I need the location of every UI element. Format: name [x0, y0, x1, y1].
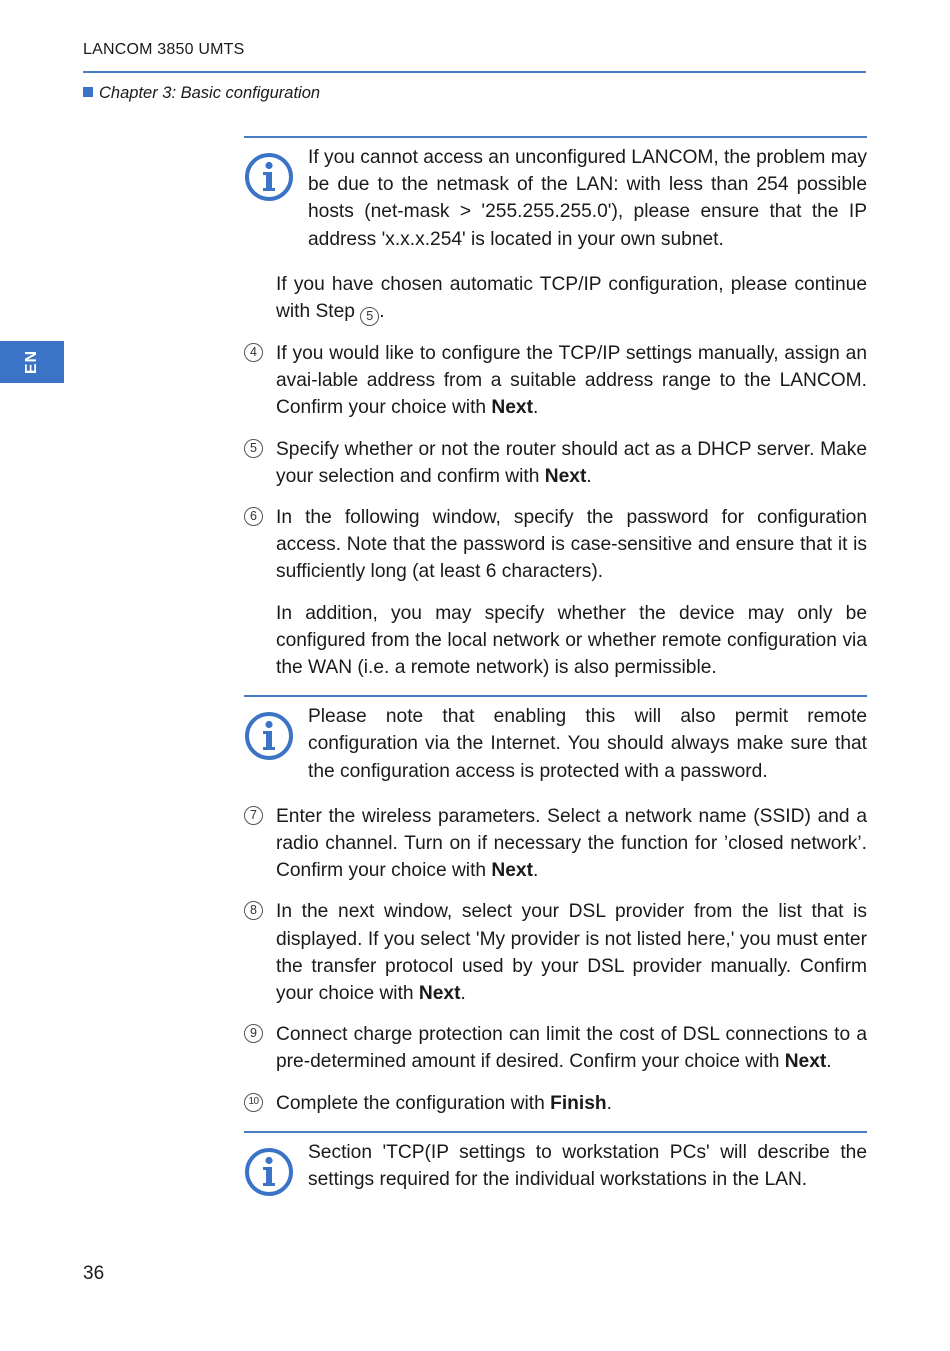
info-note-text: Please note that enabling this will also permit remote configuration via the Internet. You should always make sure that the configuration access is protected with a password.	[308, 706, 867, 782]
page-content	[244, 136, 867, 1211]
info-note	[244, 1131, 867, 1193]
step-end: .	[533, 397, 539, 419]
step-text: In the following window, specify the password for configuration access. Note that the password is case-sensitive and ensure that it is sufficiently long (at least 6 characters).	[276, 507, 867, 583]
step-item	[244, 1021, 867, 1075]
intro-end: .	[379, 301, 385, 323]
chapter-title: Chapter 3: Basic configuration	[99, 84, 321, 102]
step-text: Complete the configuration with	[276, 1092, 551, 1114]
step-number: 7	[244, 806, 263, 825]
step-text: Enter the wireless parameters. Select a network name (SSID) and a radio channel. Turn on if necessary the function for ’closed network’. Confirm your choice with	[276, 805, 867, 882]
step-end: .	[826, 1051, 832, 1073]
step-number: 4	[244, 343, 263, 362]
step-number: 10	[244, 1093, 263, 1112]
step-bold-label: Next	[491, 860, 533, 882]
step-item	[244, 504, 867, 681]
chapter-heading	[83, 84, 320, 103]
step-bold-label: Next	[418, 983, 461, 1005]
step-text: If you would like to configure the TCP/IP settings manually, assign an avai-lable address from a suitable address range to the LANCOM. Confirm your choice with	[276, 343, 867, 419]
step-bold-label: Next	[784, 1051, 827, 1073]
step-bold-label: Finish	[550, 1092, 607, 1114]
intro-paragraph	[276, 271, 867, 326]
language-tab-label: EN	[22, 349, 40, 375]
step-bold-label: Next	[491, 397, 533, 419]
step-item	[244, 340, 867, 422]
step-end: .	[460, 983, 466, 1005]
step-item	[244, 436, 867, 490]
step-number: 9	[244, 1024, 263, 1043]
step-reference: 5	[360, 307, 379, 326]
step-item	[244, 1090, 867, 1117]
step-number: 8	[244, 901, 263, 920]
step-text: Specify whether or not the router should act as a DHCP server. Make your selection and confirm with	[276, 438, 867, 487]
info-icon	[244, 1147, 294, 1197]
step-bold-label: Next	[544, 465, 587, 487]
step-end: .	[533, 860, 539, 882]
document-title: LANCOM 3850 UMTS	[83, 41, 245, 58]
step-item	[244, 898, 867, 1007]
step-end: .	[606, 1092, 612, 1114]
step-text: Connect charge protection can limit the cost of DSL connections to a pre-determined amount if desired. Confirm your choice with	[276, 1024, 867, 1073]
step-end: .	[586, 465, 592, 487]
info-icon	[244, 152, 294, 202]
info-note	[244, 695, 867, 785]
intro-text: If you have chosen automatic TCP/IP configuration, please continue with Step	[276, 273, 867, 323]
square-bullet-icon	[83, 87, 93, 97]
page-number: 36	[83, 1263, 105, 1284]
step-number: 5	[244, 439, 263, 458]
step-item	[244, 803, 867, 885]
info-note	[244, 136, 867, 253]
step-text: In the next window, select your DSL provider from the list that is displayed. If you select 'My provider is not listed here,' you must enter the transfer protocol used by your DSL provider manually. Confirm your choice with	[276, 901, 867, 1005]
header-divider	[83, 71, 866, 73]
step-number: 6	[244, 507, 263, 526]
info-note-text: If you cannot access an unconfigured LANCOM, the problem may be due to the netmask of the LAN: with less than 254 possible hosts (net-mask > '255.255.255.0'), please ensure that the IP address 'x.x.x.254' is located in your own subnet.	[308, 147, 867, 250]
info-icon	[244, 711, 294, 761]
language-tab	[0, 341, 64, 383]
step-extra-text: In addition, you may specify whether the device may only be configured from the local network or whether remote configuration via the WAN (i.e. a remote network) is also permissible.	[276, 602, 867, 679]
info-note-text: Section 'TCP(IP settings to workstation PCs' will describe the settings required for the individual workstations in the LAN.	[308, 1141, 867, 1191]
